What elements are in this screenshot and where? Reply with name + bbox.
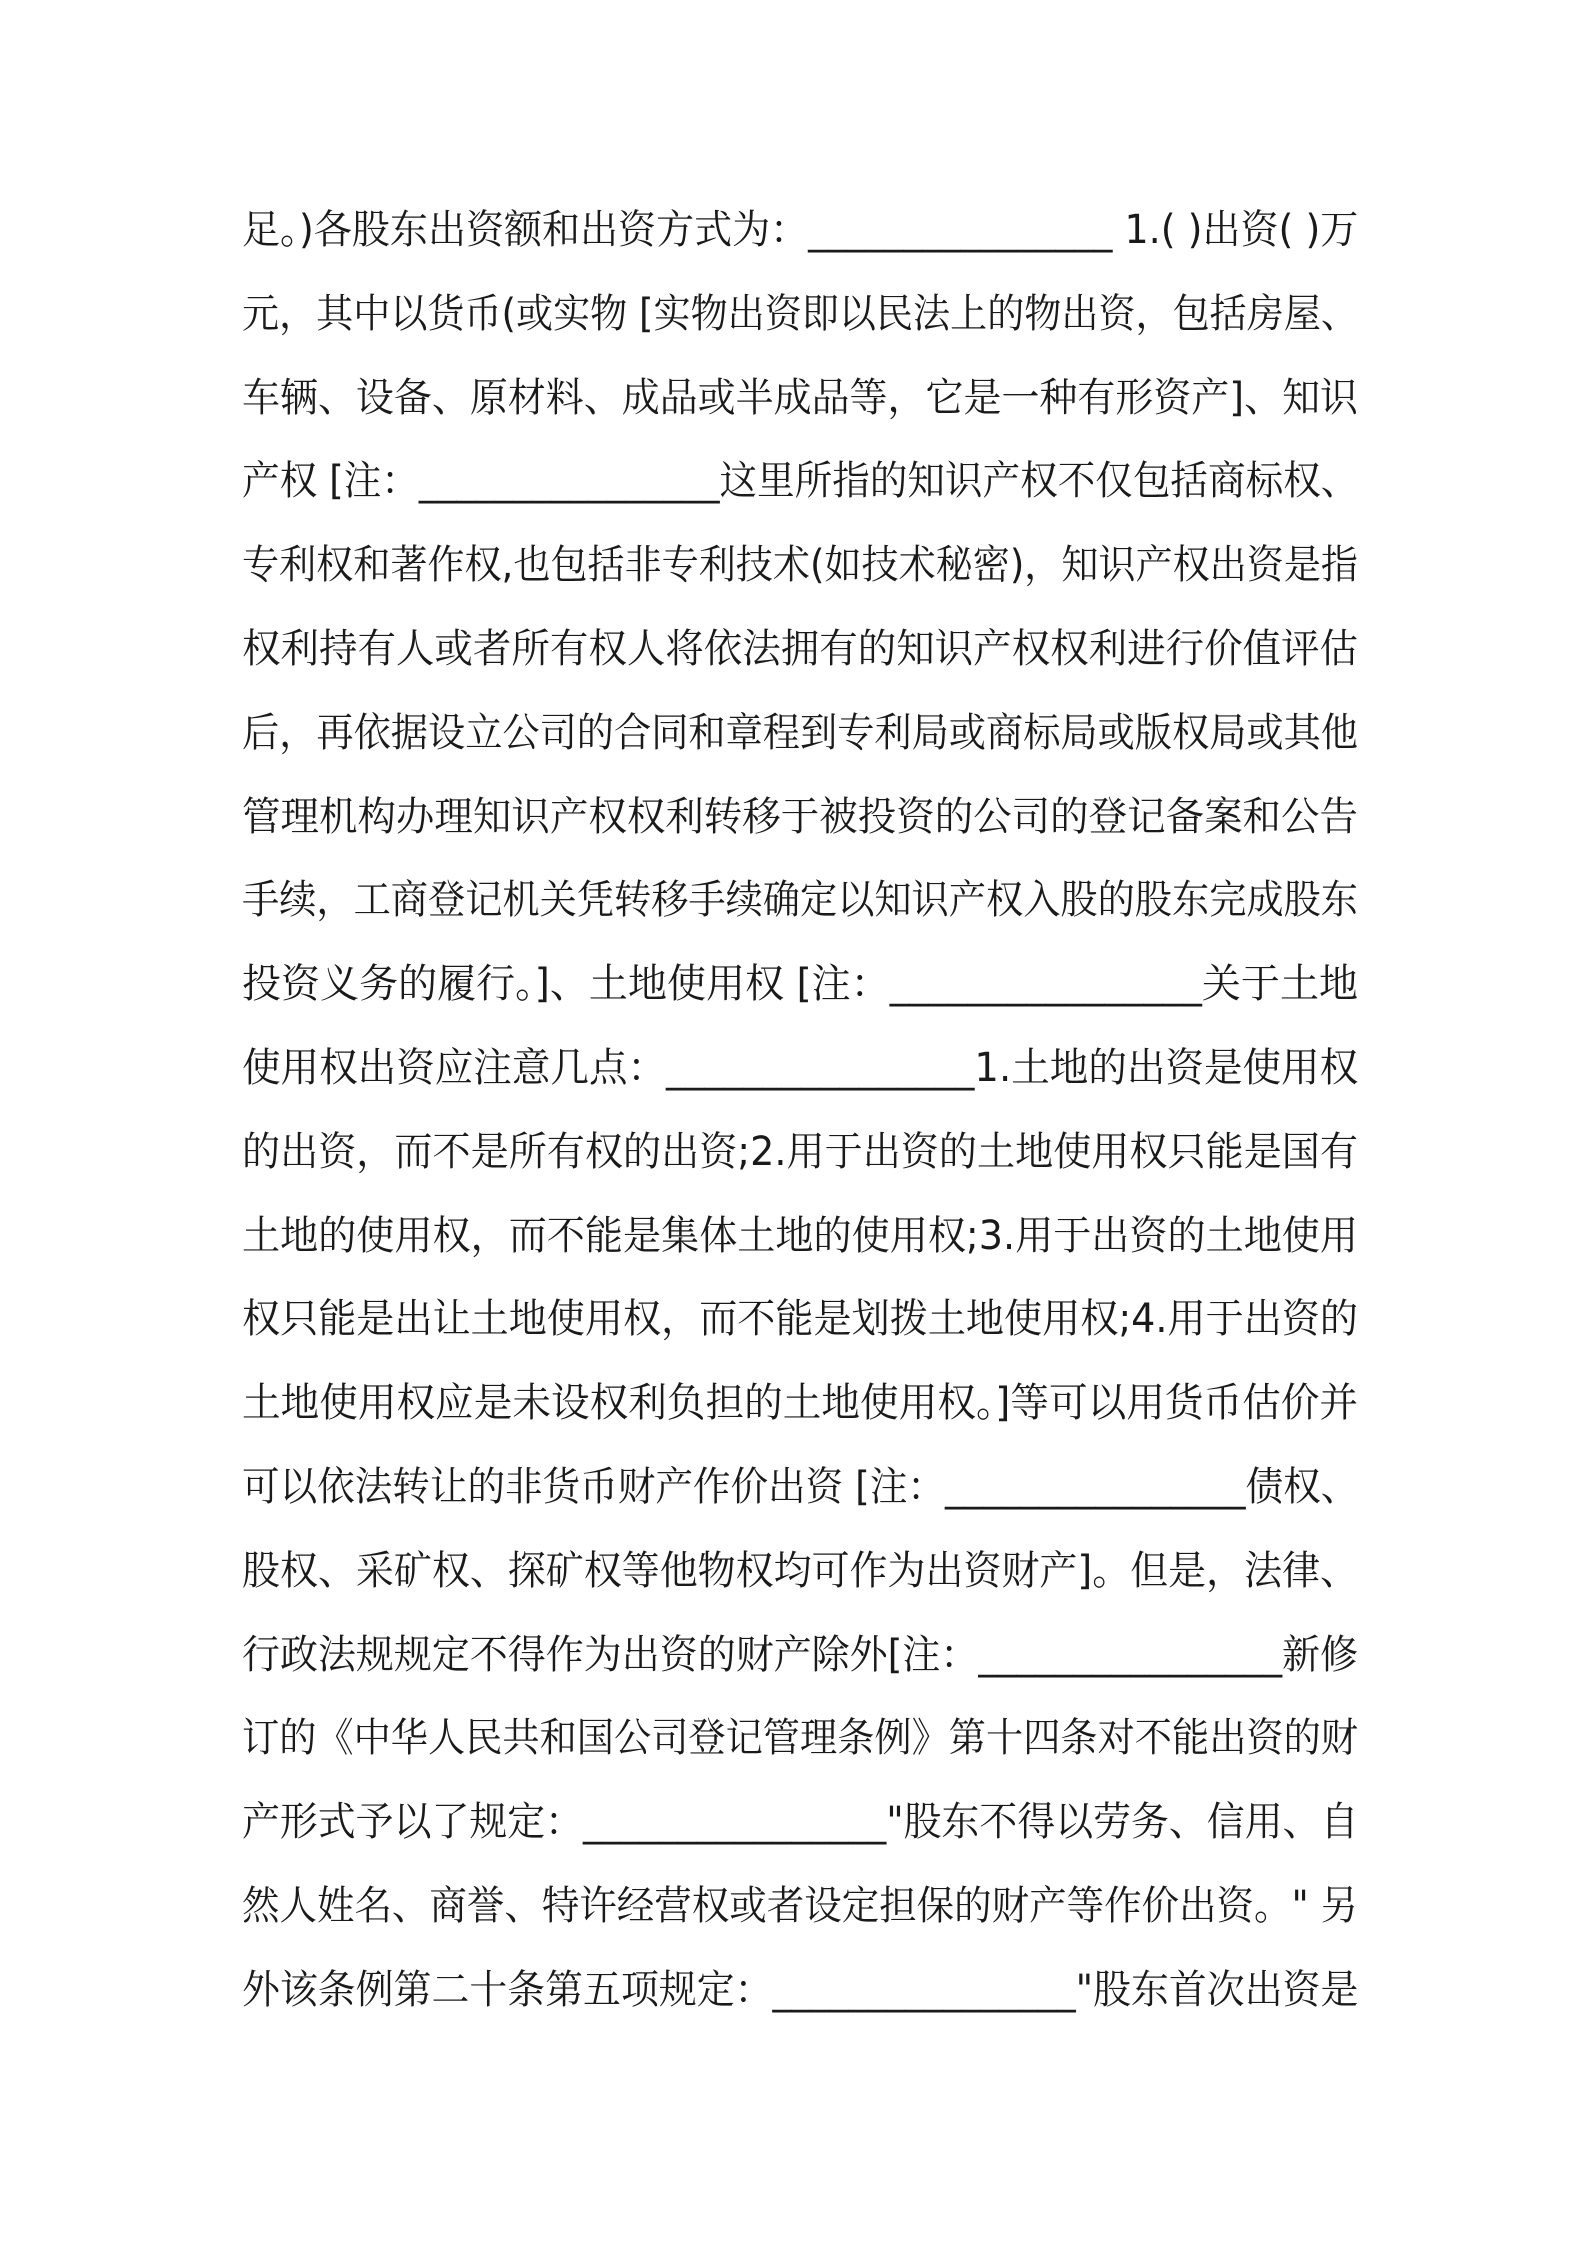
text-line: 然人姓名、商誉、特许经营权或者设定担保的财产等作价出资。" 另 [242, 1882, 1359, 1929]
text-line: 足。)各股东出资额和出资方式为：________________ 1.( )出资( )万 [242, 207, 1359, 253]
text-line: 可以依法转让的非货币财产作价出资 [注：________________债权、 [242, 1463, 1359, 1510]
text-line: 产形式予以了规定：________________"股东不得以劳务、信用、自 [242, 1799, 1359, 1846]
text-line: 行政法规规定不得作为出资的财产除外[注：________________新修 [242, 1631, 1358, 1678]
text-line: 权利持有人或者所有权人将依法拥有的知识产权权利进行价值评估 [242, 625, 1358, 672]
text-line: 外该条例第二十条第五项规定：________________"股东首次出资是 [242, 1966, 1359, 2013]
text-line: 后，再依据设立公司的合同和章程到专利局或商标局或版权局或其他 [242, 709, 1358, 756]
text-line: 元，其中以货币(或实物 [实物出资即以民法上的物出资，包括房屋、 [242, 290, 1358, 337]
text-line: 车辆、设备、原材料、成品或半成品等，它是一种有形资产]、知识 [242, 374, 1358, 421]
text-line: 专利权和著作权,也包括非专利技术(如技术秘密)，知识产权出资是指 [242, 542, 1358, 589]
body-text [242, 189, 1358, 2033]
text-line: 权只能是出让土地使用权，而不能是划拨土地使用权;4.用于出资的 [242, 1296, 1358, 1343]
text-line: 产权 [注：________________这里所指的知识产权不仅包括商标权、 [242, 458, 1359, 505]
text-line: 土地的使用权，而不能是集体土地的使用权;3.用于出资的土地使用 [242, 1212, 1358, 1259]
text-line: 的出资，而不是所有权的出资;2.用于出资的土地使用权只能是国有 [242, 1128, 1358, 1175]
text-line: 土地使用权应是未设权利负担的土地使用权。]等可以用货币估价并 [242, 1380, 1358, 1427]
text-line: 订的《中华人民共和国公司登记管理条例》第十四条对不能出资的财 [242, 1715, 1358, 1762]
text-line: 投资义务的履行。]、土地使用权 [注：________________关于土地 [242, 961, 1358, 1008]
text-line: 股权、采矿权、探矿权等他物权均可作为出资财产]。但是，法律、 [242, 1547, 1358, 1594]
text-line: 管理机构办理知识产权权利转移于被投资的公司的登记备案和公告 [242, 793, 1358, 840]
text-line: 使用权出资应注意几点：________________1.土地的出资是使用权 [242, 1044, 1359, 1091]
text-line: 手续，工商登记机关凭转移手续确定以知识产权入股的股东完成股东 [242, 877, 1358, 924]
